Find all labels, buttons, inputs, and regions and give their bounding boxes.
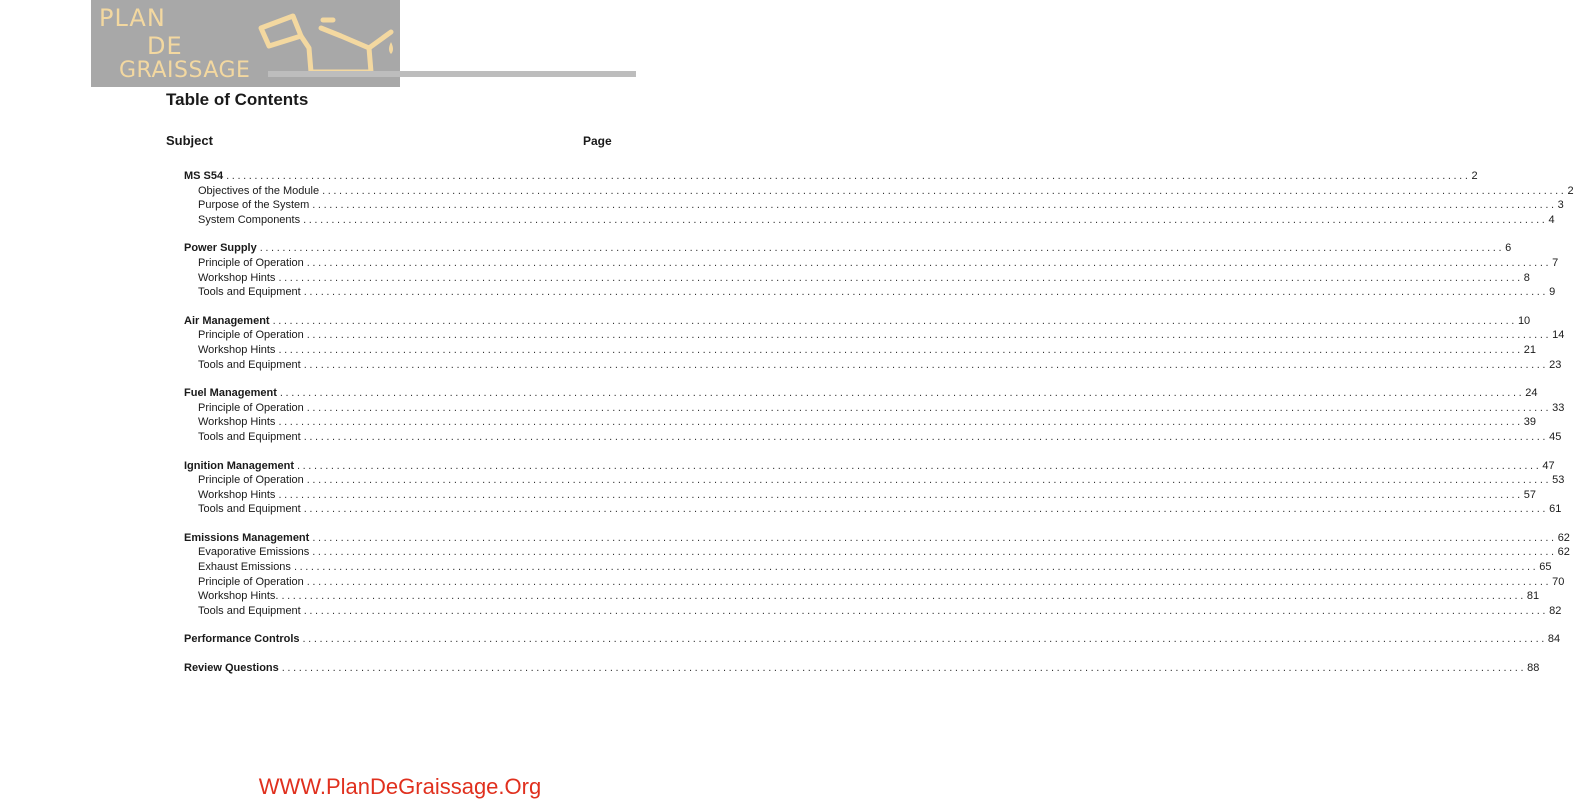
footer-url-text[interactable]: WWW.PlanDeGraissage.Org (258, 774, 542, 799)
toc-entry-label: Principle of Operation (198, 329, 304, 342)
dot-leader: ............................................................................................................................................................................................................................ (312, 199, 1557, 212)
footer-url[interactable] (0, 774, 800, 800)
toc-subentry[interactable] (184, 575, 1565, 590)
dot-leader: ............................................................................................................................................................................................................................ (278, 416, 1523, 429)
logo-line-3: GRAISSAGE (119, 58, 251, 83)
toc-section (184, 531, 1570, 619)
dot-leader: ............................................................................................................................................................................................................................ (281, 590, 1526, 603)
logo-line-2: DE (147, 32, 183, 60)
toc-subentry[interactable] (184, 589, 1540, 604)
toc-subentry[interactable] (184, 213, 1555, 228)
toc-entry-label: Purpose of the System (198, 199, 310, 212)
toc-entry-label: Principle of Operation (198, 474, 304, 487)
toc-entry-label: Tools and Equipment (198, 358, 301, 371)
toc-entry-page: 39 (1523, 416, 1537, 429)
toc-section-heading[interactable] (184, 531, 1570, 546)
toc-entry-label: Exhaust Emissions (198, 561, 291, 574)
toc-subentry[interactable] (184, 545, 1570, 560)
toc-section (184, 241, 1559, 299)
dot-leader: ............................................................................................................................................................................................................................ (303, 430, 1549, 443)
dot-leader: ............................................................................................................................................................................................................................ (279, 387, 1525, 400)
toc-entry-page: 57 (1523, 488, 1537, 501)
page-title: Table of Contents (166, 90, 309, 109)
toc-entry-label: Evaporative Emissions (198, 546, 310, 559)
dot-leader: ............................................................................................................................................................................................................................ (306, 474, 1552, 487)
dot-leader: ............................................................................................................................................................................................................................ (306, 329, 1552, 342)
toc-entry-page: 10 (1517, 314, 1531, 327)
toc-section (184, 386, 1565, 444)
toc-subentry[interactable] (184, 560, 1552, 575)
toc-subentry[interactable] (184, 343, 1537, 358)
toc-section (184, 661, 1540, 676)
toc-subentry[interactable] (184, 285, 1556, 300)
toc-subentry[interactable] (184, 401, 1565, 416)
toc-subentry[interactable] (184, 415, 1537, 430)
dot-leader: ............................................................................................................................................................................................................................ (297, 459, 1542, 472)
dot-leader: ............................................................................................................................................................................................................................ (278, 488, 1523, 501)
toc-entry-page: 2 (1471, 170, 1478, 182)
toc-section-heading[interactable] (184, 386, 1538, 401)
toc-section-heading[interactable] (184, 169, 1478, 184)
page-column-header: Page (583, 134, 612, 148)
dot-leader: ............................................................................................................................................................................................................................ (278, 271, 1523, 284)
toc-entry-page: 6 (1505, 242, 1512, 255)
toc-entry-label: Workshop Hints (198, 271, 276, 284)
toc-entry-page: 53 (1552, 474, 1565, 487)
toc-entry-page: 81 (1526, 590, 1540, 603)
toc-entry-label: Principle of Operation (198, 256, 304, 269)
toc-entry-label: System Components (198, 213, 301, 226)
toc-entry-page: 62 (1557, 531, 1570, 544)
toc-subentry[interactable] (184, 604, 1562, 619)
toc-entry-page: 4 (1548, 213, 1555, 226)
toc-entry-page: 65 (1539, 561, 1552, 574)
toc-entry-page: 70 (1552, 575, 1565, 588)
toc-entry-label: Tools and Equipment (198, 503, 301, 516)
toc-entry-label: Workshop Hints (198, 488, 276, 501)
toc-entry-label: Principle of Operation (198, 401, 304, 414)
dot-leader: ............................................................................................................................................................................................................................ (312, 546, 1557, 559)
toc-section (184, 169, 1574, 227)
toc-entry-page: 3 (1557, 199, 1564, 212)
dot-leader: ............................................................................................................................................................................................................................ (312, 531, 1557, 544)
dot-leader: ............................................................................................................................................................................................................................ (303, 286, 1549, 299)
toc-entry-page: 7 (1552, 256, 1559, 269)
toc-entry-page: 88 (1527, 662, 1540, 675)
toc-entry-page: 2 (1567, 184, 1574, 197)
dot-leader: ............................................................................................................................................................................................................................ (259, 242, 1505, 255)
toc-entry-page: 33 (1552, 401, 1565, 414)
toc-entry-label: Ignition Management (184, 459, 294, 472)
toc-subentry[interactable] (184, 271, 1530, 286)
dot-leader: ............................................................................................................................................................................................................................ (302, 633, 1547, 646)
toc-entry-label: Tools and Equipment (198, 604, 301, 617)
toc-entry-page: 9 (1549, 286, 1556, 299)
toc-entry-label: Tools and Equipment (198, 430, 301, 443)
toc-entry-label: Principle of Operation (198, 575, 304, 588)
toc-entry-label: Emissions Management (184, 531, 310, 544)
toc-entry-page: 82 (1549, 604, 1562, 617)
toc-subentry[interactable] (184, 358, 1562, 373)
toc-entry-page: 21 (1523, 343, 1537, 356)
dot-leader: ............................................................................................................................................................................................................................ (272, 314, 1517, 327)
toc-subentry[interactable] (184, 502, 1562, 517)
logo-line-1: PLAN (99, 4, 166, 32)
header-rule (268, 71, 636, 77)
dot-leader: ............................................................................................................................................................................................................................ (303, 213, 1548, 226)
toc-entry-page: 84 (1547, 633, 1561, 646)
toc-subentry[interactable] (184, 328, 1565, 343)
toc-entry-label: Workshop Hints. (198, 590, 279, 603)
toc-entry-label: Workshop Hints (198, 416, 276, 429)
toc-section-heading[interactable] (184, 632, 1561, 647)
toc-entry-label: Objectives of the Module (198, 184, 320, 197)
toc-subentry[interactable] (184, 184, 1574, 199)
dot-leader: ............................................................................................................................................................................................................................ (226, 170, 1471, 182)
dot-leader: ............................................................................................................................................................................................................................ (303, 358, 1549, 371)
dot-leader: ............................................................................................................................................................................................................................ (306, 401, 1552, 414)
toc-section (184, 314, 1565, 372)
toc-entry-label: Power Supply (184, 242, 257, 255)
toc-section-heading[interactable] (184, 241, 1512, 256)
table-of-contents (184, 169, 1574, 690)
toc-section-heading[interactable] (184, 459, 1555, 474)
toc-entry-label: Fuel Management (184, 387, 277, 400)
toc-subentry[interactable] (184, 256, 1559, 271)
toc-entry-page: 61 (1549, 503, 1562, 516)
toc-entry-page: 62 (1557, 546, 1570, 559)
dot-leader: ............................................................................................................................................................................................................................ (303, 604, 1549, 617)
toc-entry-page: 14 (1552, 329, 1565, 342)
dot-leader: ............................................................................................................................................................................................................................ (303, 503, 1549, 516)
toc-entry-label: Tools and Equipment (198, 286, 301, 299)
dot-leader: ............................................................................................................................................................................................................................ (281, 662, 1527, 675)
toc-entry-page: 23 (1549, 358, 1562, 371)
toc-section (184, 459, 1565, 517)
toc-subentry[interactable] (184, 488, 1537, 503)
toc-entry-label: Workshop Hints (198, 343, 276, 356)
toc-entry-label: Air Management (184, 314, 270, 327)
toc-subentry[interactable] (184, 198, 1564, 213)
dot-leader: ............................................................................................................................................................................................................................ (293, 561, 1539, 574)
toc-entry-page: 8 (1523, 271, 1530, 284)
dot-leader: ............................................................................................................................................................................................................................ (306, 575, 1552, 588)
toc-entry-page: 24 (1525, 387, 1538, 400)
toc-subentry[interactable] (184, 430, 1562, 445)
toc-entry-label: Performance Controls (184, 633, 300, 646)
dot-leader: ............................................................................................................................................................................................................................ (306, 256, 1552, 269)
dot-leader: ............................................................................................................................................................................................................................ (322, 184, 1567, 197)
toc-subentry[interactable] (184, 473, 1565, 488)
toc-entry-label: MS S54 (184, 170, 224, 182)
dot-leader: ............................................................................................................................................................................................................................ (278, 343, 1523, 356)
toc-section-heading[interactable] (184, 314, 1531, 329)
toc-entry-label: Review Questions (184, 662, 279, 675)
toc-entry-page: 45 (1549, 430, 1562, 443)
toc-entry-page: 47 (1542, 459, 1555, 472)
subject-column-header: Subject (166, 133, 213, 148)
toc-section (184, 632, 1561, 647)
toc-section-heading[interactable] (184, 661, 1540, 676)
